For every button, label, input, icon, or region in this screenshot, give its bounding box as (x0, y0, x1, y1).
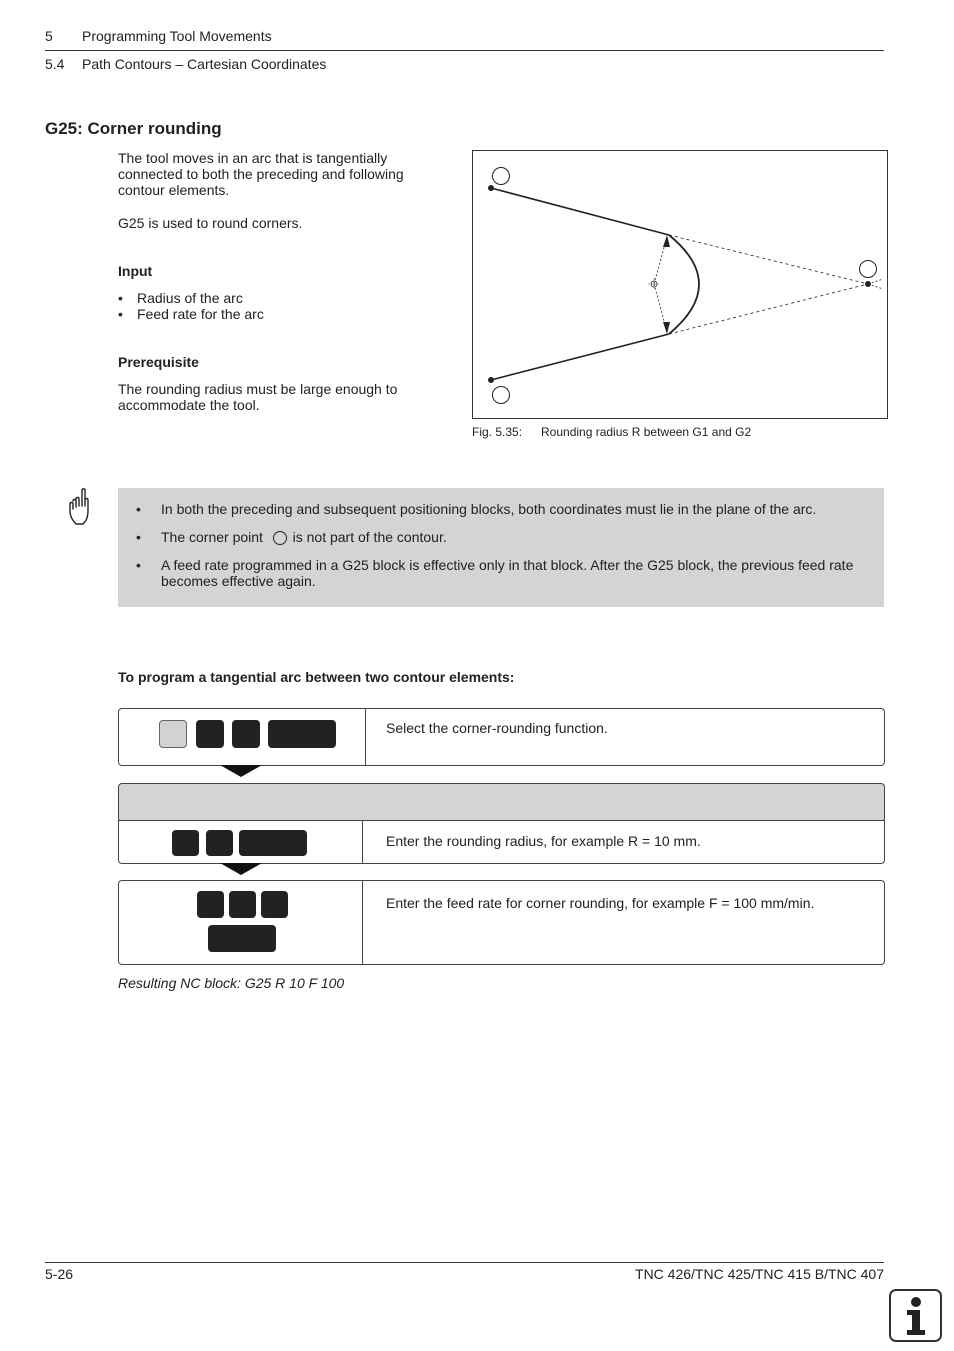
key-r[interactable] (172, 830, 199, 856)
intro-g25-usage: G25 is used to round corners. (118, 215, 303, 231)
chapter-number: 5 (45, 28, 53, 44)
step-enter-feed (118, 880, 885, 965)
input-item-radius: • Radius of the arc (118, 290, 264, 306)
key-1[interactable] (206, 830, 233, 856)
key-g[interactable] (196, 720, 224, 748)
end-point-label-circle (493, 387, 510, 404)
intro-paragraph: The tool moves in an arc that is tangentially connected to both the preceding and following contour elements. (118, 150, 404, 198)
procedure-heading: To program a tangential arc between two contour elements: (118, 669, 515, 685)
prerequisite-text: The rounding radius must be large enough to accommodate the tool. (118, 381, 398, 413)
contour-line-lower (491, 334, 669, 380)
note-item-feed-rate: • A feed rate programmed in a G25 block is effective only in that block. After the G25 block, the previous feed rate becomes effective again. (118, 557, 868, 589)
end-point-dot (488, 377, 494, 383)
info-icon[interactable] (889, 1289, 942, 1342)
contour-line-upper (491, 188, 669, 235)
key-0[interactable] (239, 830, 307, 856)
step-select-function (118, 708, 885, 766)
note-item-corner-point (118, 529, 868, 545)
figure-caption-text: Rounding radius R between G1 and G2 (541, 425, 752, 439)
rounding-arc (669, 235, 699, 334)
note-corner-after: is not part of the contour. (292, 529, 447, 545)
step-arrow-2 (220, 863, 262, 875)
key-shift[interactable] (159, 720, 187, 748)
note-list (118, 501, 868, 601)
step-group-header (118, 783, 885, 822)
corner-point-label-circle (860, 261, 877, 278)
footer-rule (45, 1262, 884, 1263)
page-number: 5-26 (45, 1266, 74, 1282)
header-rule (45, 50, 884, 51)
step1-text: Select the corner-rounding function. (386, 720, 608, 736)
start-point-label-circle (493, 168, 510, 185)
key-f[interactable] (197, 891, 224, 918)
prerequisite-heading: Prerequisite (118, 354, 199, 370)
step-enter-radius (118, 820, 885, 864)
step-arrow-1 (220, 765, 262, 777)
section-title: Path Contours – Cartesian Coordinates (82, 56, 327, 72)
key-1-0[interactable] (229, 891, 256, 918)
input-heading: Input (118, 263, 153, 279)
radius-arrowhead-lower (663, 322, 670, 334)
pointing-hand-icon (66, 488, 94, 526)
note-item-plane: • In both the preceding and subsequent positioning blocks, both coordinates must lie in the plane of the arc. (118, 501, 868, 517)
section-number: 5.4 (45, 56, 65, 72)
input-list (118, 290, 264, 322)
note-box (118, 488, 884, 607)
rounding-figure (472, 150, 888, 419)
key-0-0[interactable] (261, 891, 288, 918)
page-title: G25: Corner rounding (45, 119, 222, 138)
step3-text: Enter the feed rate for corner rounding, for example F = 100 mm/min. (386, 895, 815, 911)
corner-point-circle-icon (273, 531, 287, 545)
resulting-nc-block: Resulting NC block: G25 R 10 F 100 (118, 975, 345, 991)
key-end[interactable] (208, 925, 276, 952)
corner-point-dot (865, 281, 871, 287)
key-2[interactable] (232, 720, 260, 748)
input-item-feed: • Feed rate for the arc (118, 306, 264, 322)
key-5[interactable] (268, 720, 336, 748)
footer-models: TNC 426/TNC 425/TNC 415 B/TNC 407 (635, 1266, 884, 1282)
figure-caption-number: Fig. 5.35: (472, 425, 523, 439)
note-corner-before: The corner point (161, 529, 263, 545)
chapter-title: Programming Tool Movements (82, 28, 272, 44)
radius-arrowhead-upper (663, 235, 670, 247)
rounding-diagram (473, 151, 887, 418)
start-point-dot (488, 185, 494, 191)
step2-text: Enter the rounding radius, for example R = 10 mm. (386, 833, 701, 849)
